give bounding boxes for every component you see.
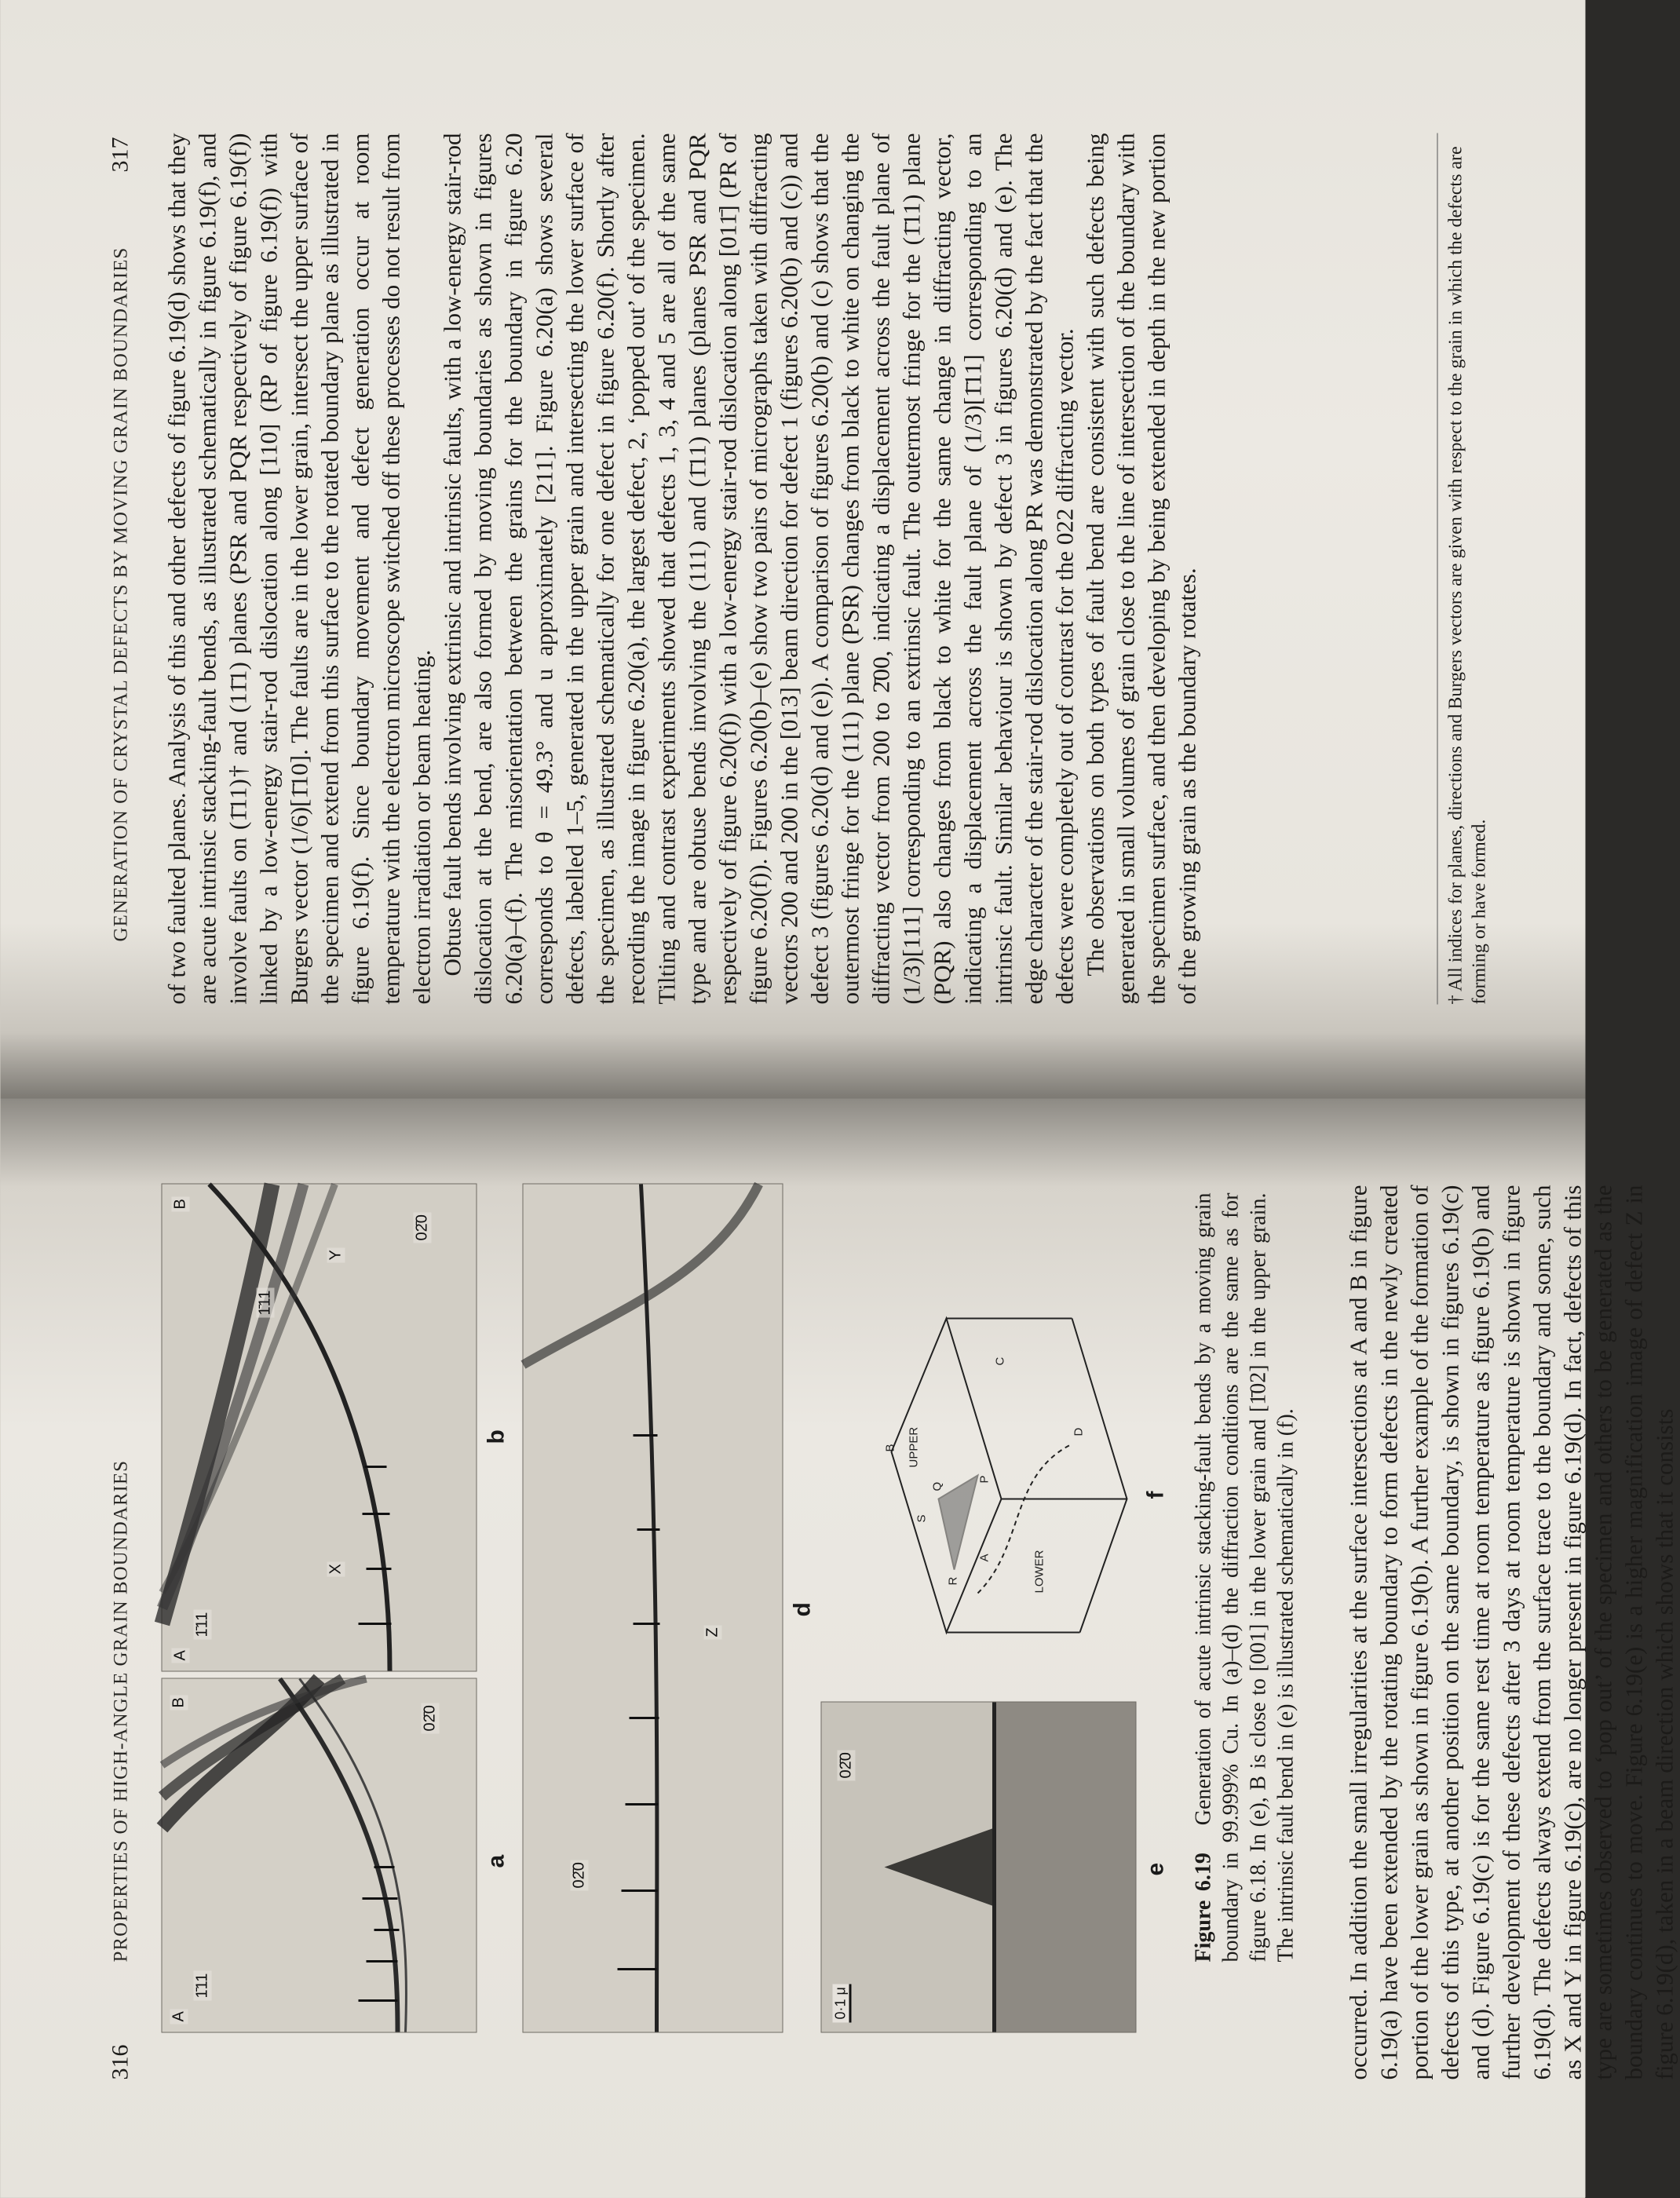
caption-text: Generation of acute intrinsic stacking-fault bends by a moving grain boundary in 99.999% Cu. In (a)–(d) the diffraction conditions are the same as for figure 6.18. In (e), B is close to [001] in the lower grain and [1̄02] in the upper grain. The intrinsic fault bend in (e) is illustrated schematically in (f). [1191,1192,1298,1962]
diagram-lower: LOWER [1032,1550,1046,1594]
panel-label-b: b [483,1429,509,1444]
marker-b-Y: Y [327,1247,345,1262]
marker-e-g: 02̄0 [838,1750,856,1780]
diagram-S: S [915,1514,929,1523]
diagram-D: D [1072,1427,1086,1437]
left-paragraph: occurred. In addition the small irregularities at the surface intersections at A and B in figure 6.19(a) have been extended by the rotating boundary to form defects in the newly created portion of the lower grain as shown in figure 6.19(b). A further example of the formation of defects of this type, at another position on the same boundary, is shown in figures 6.19(c) and (d). Figure 6.19(c) is for the same rest time at room temperature as figure 6.19(b) and further development of these defects after 3 days at room temperature is shown in figure 6.19(d). The defects always extend from the surface trace to the boundary and some, such as X and Y in figure 6.19(c), are no longer present in figure 6.19(d). In fact, defects of this type are sometimes observed to ‘pop out’ of the specimen and others to be generated as the boundary continues to move. Figure 6.19(e) is a higher magnification image of defect Z in figure 6.19(d), taken in a beam direction which shows that it consists [1344,1185,1678,2080]
left-running-head: PROPERTIES OF HIGH-ANGLE GRAIN BOUNDARIES [110,1459,132,1962]
figure-panel-d [523,1184,783,2033]
right-paragraph-1: of two faulted planes. Analysis of this and other defects of figure 6.19(d) shows that they are acute intrinsic stacking-fault bends, as illustrated schematically in figure 6.19(f), and involve faults on (1̄11)† and (11̄1) planes (PSR and PQR respectively of figure 6.19(f)) linked by a low-energy stair-rod dislocation along [110] (RP of figure 6.19(f)) with Burgers vector (1/6)[1̄10]. The faults are in the lower grain, intersect the upper surface of the specimen and extend from this surface to the rotated boundary plane as illustrated in figure 6.19(f). Since boundary movement and defect generation occur at room temperature with the electron microscope switched off these processes do not result from electron irradiation or beam heating. [163,133,436,1005]
marker-a-g1: 1̄11 [194,1971,212,2001]
footnote: † All indices for planes, directions and Burgers vectors are given with respect to the grain in which the defects are forming or have formed. [1437,133,1492,1005]
panel-label-e: e [1142,1862,1169,1876]
left-page-number: 316 [107,2044,133,2080]
diagram-R: R [946,1576,960,1586]
figure-panel-b [162,1184,477,1672]
marker-a-g2: 02̄0 [422,1703,440,1733]
marker-b-B: B [172,1196,190,1211]
marker-d-Z: Z [704,1625,722,1639]
right-body-text [162,133,1203,1005]
right-paragraph-2: Obtuse fault bends involving extrinsic and intrinsic faults, with a low-energy stair-rod dislocation at the bend, are also formed by moving boundaries as shown in figures 6.20(a)–(f). The misorientation between the grains for the boundary in figure 6.20 corresponds to θ = 49.3° and u approximately [211]. Figure 6.20(a) shows several defects, labelled 1–5, generated in the upper grain and intersecting the lower surface of the specimen, as illustrated schematically for one defect in figure 6.20(f). Shortly after recording the image in figure 6.20(a), the largest defect, 2, ‘popped out’ of the specimen. Tilting and contrast experiments showed that defects 1, 3, 4 and 5 are all of the same type and are obtuse bends involving the (111) and (1̄11) planes (planes PSR and PQR respectively of figure 6.20(f)) with a low-energy stair-rod dislocation along [011̄] (PR of figure 6.20(f)). Figures 6.20(b)–(e) show two pairs of micrographs taken with diffracting vectors 200 and 200 in the [013] beam direction for defect 1 (figures 6.20(b) and (c)) and defect 3 (figures 6.20(d) and (e)). A comparison of figures 6.20(b) and (c) shows that the outermost fringe for the (111) plane (PSR) changes from black to white on changing the diffracting vector from 200 to 2̄00, indicating a displacement across the fault plane of (1/3)[111] corresponding to an extrinsic fault. The outermost fringe for the (1̄11) plane (PQR) also changes from black to white for the same change in diffracting vector, indicating a displacement across the fault plane of (1/3)[1̄11] corresponding to an intrinsic fault. Similar behaviour is shown by defect 3 in figures 6.20(d) and (e). The edge character of the stair-rod dislocation along PR was demonstrated by the fact that the defects were completely out of contrast for the 022 diffracting vector. [438,133,1079,1005]
diagram-upper: UPPER [907,1426,921,1468]
diagram-B: B [883,1444,897,1452]
diagram-P: P [977,1475,992,1484]
right-page [1,0,1586,1099]
marker-a-B: B [170,1695,188,1710]
marker-a-A: A [170,2009,188,2024]
marker-b-A: A [172,1648,190,1663]
panel-label-f: f [1142,1491,1169,1499]
left-page [1,1099,1678,2198]
marker-b-g2: 1̄11 [257,1288,275,1318]
marker-d-g: 02̄0 [571,1860,589,1890]
figure-panel-f [821,1287,1135,1680]
panel-label-a: a [483,1854,509,1868]
diagram-A: A [977,1554,992,1562]
right-running-head: GENERATION OF CRYSTAL DEFECTS BY MOVING GRAIN BOUNDARIES [110,246,132,942]
right-page-number: 317 [107,137,133,173]
figure-panel-e [821,1702,1137,2033]
rotated-spread [1,0,1678,2198]
marker-b-X: X [327,1561,345,1576]
diagram-C: C [993,1356,1007,1366]
panel-label-d: d [789,1602,816,1617]
caption-lead: Figure 6.19 [1191,1853,1216,1962]
scale-bar: 0·1 μ [833,1984,852,2022]
marker-b-g1: 1̄11 [194,1610,212,1640]
figure-caption [1190,1193,1300,1962]
left-body-text [1343,1185,1680,2080]
diagram-Q: Q [930,1481,944,1492]
right-paragraph-3: The observations on both types of fault bend are consistent with such defects being generated in small volumes of grain close to the line of intersection of the boundary with the specimen surface, and then developing by being extended in depth in the new portion of the growing grain as the boundary rotates. [1081,133,1201,1005]
figure-panel-a [162,1678,477,2033]
marker-b-g3: 02̄0 [414,1212,432,1243]
